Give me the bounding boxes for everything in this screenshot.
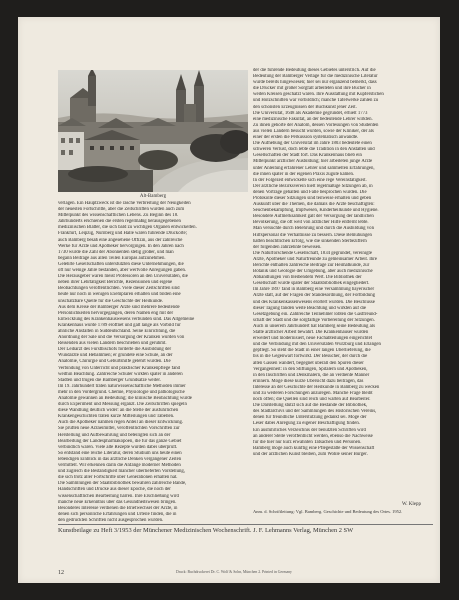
text-line: begann Beiträge aus allen Teilen Europas aufzunehmen. (58, 255, 166, 261)
text-line: Die Darstellung stützt sich auf die Bestände der Bibliothek, (253, 403, 368, 409)
text-line: In der Folgezeit entwickelte sich eine rege Vereinstätigkeit. (253, 177, 367, 183)
text-line: Auskunft über die Themen, die damals die Ärzte beschäftigten: (253, 202, 375, 208)
text-line: vermittelt. Wir erkennen darin die Anfänge moderner Methoden (58, 463, 181, 469)
text-line: Vergangenheit: in den Stiftungen, Spitälern und Apotheken, (253, 366, 368, 372)
text-line: und die Verbindung mit den Universitäten Würzburg und Erlangen (253, 342, 381, 348)
text-line: Die Universität, 1648 als Akademie gegründet, erhielt 1773 (253, 110, 368, 116)
document-page (18, 17, 440, 583)
text-line: und Holzschnitten war vorbildlich; manche Tafelwerke zählen zu (253, 98, 379, 104)
text-line: Botanik und Geologie der Umgebung, aber auch medizinische (253, 269, 373, 275)
city-photo (58, 70, 248, 192)
text-line: verlagen. Ein Hauptzweck ist die rasche Verbreitung der Neuigkeiten (58, 201, 191, 206)
text-line: Die Aufhebung der Universität im Jahre 1803 bedeutete einen (253, 141, 372, 147)
text-line: Reisenden aus vielen Ländern beschrieben und gerühmt. (58, 341, 167, 347)
text-line: schweren Verlust, doch lebte die Tradition in den Anstalten und (253, 147, 375, 153)
text-line: lebendigen Einblick in das ärztliche Denken vergangener Zeiten (58, 456, 182, 462)
text-line: Hilfspersonal die Verhältnisse zu bessern. Diese Bemühungen (253, 232, 372, 238)
text-line: Leser dabei Anregung zu eigener Beschäftigung finden. (253, 421, 360, 427)
text-line: 1730 wurde die Zahl der Abonnenten stetig größer, und man (58, 249, 174, 255)
text-line: schaft der Stadt und die sorgfältige Vorbereitung der Sitzungen. (253, 317, 375, 323)
text-line: Gesellschaften der Stadt fort. Das Krankenhaus blieb ein (253, 153, 362, 159)
text-line: Werke für Ärzte und Apotheker hervorgingen. In den Jahren nach (58, 243, 184, 249)
author-signature: W. Klepp (402, 502, 421, 507)
text-line: der folgenden Jahrzehnte beweisen. (253, 244, 322, 250)
page-number: 12 (58, 570, 64, 576)
text-line: erweitert und modernisiert, neue Fachabteilungen eingerichtet (253, 336, 373, 342)
text-line: Abhandlungen von bleibendem Wert. Die Bibliothek der (253, 275, 362, 281)
text-line: Bamberg möge auch künftig eine Pflegestätte der Wissenschaft (253, 445, 375, 451)
text-line: Gesetzgebung ein. Zahlreiche Teilnehmer lobten die Gastfreund- (253, 311, 378, 317)
text-line: wurde bereits hingewiesen; hier sei nur ergänzend bemerkt, dass (253, 80, 377, 86)
text-line: erinnern. Möge diese kurze Übersicht dazu beitragen, das (253, 378, 364, 384)
text-line: hatten beachtlichen Erfolg, wie die sinkenden Sterbeziffern (253, 238, 367, 244)
text-line: die ihnen später in der eigenen Praxis zugute kamen. (253, 171, 355, 177)
text-line: neben ihrer Lehrtätigkeit Berichte, Rezensionen und eigene (58, 280, 173, 286)
text-line: Beobachtungen veröffentlichten. Viele dieser Zeitschriften sind (58, 286, 180, 292)
text-line: die sich trotz aller Fortschritte über Generationen erhalten hat. (58, 475, 178, 481)
text-line: Jahrhunderts erschienen die ersten regelmäßig herausgegebenen (58, 219, 181, 225)
text-line: Die Herausgeber waren meist Professoren an den Universitäten, die (58, 274, 188, 280)
text-line: Ein ausführliches Verzeichnis der benutzten Schriften wird (253, 427, 366, 433)
text-line: Sie prüften neue Arzneimittel, veröffentlichten Vorschriften zur (58, 426, 180, 432)
text-line: heute nur noch in wenigen Exemplaren erhalten und bilden eine (58, 292, 181, 298)
text-line: aus vielen Ländern besucht wurden, sowie der Kliniker, der als (253, 128, 374, 134)
text-line: Mittelpunkt ärztlicher Ausbildung; hier arbeiteten junge Ärzte (253, 159, 373, 165)
text-line: der neuesten Fortschritte, aber die Zeitschriften wurden auch zum (58, 207, 185, 213)
text-line: auch Bamberg besaß eine angesehene Offizin, aus der zahlreiche (58, 237, 183, 243)
text-line: Interesse an der Geschichte der Heilkunde in Bamberg zu wecken (253, 384, 380, 390)
text-line: Auch die Apotheker nahmen regen Anteil an dieser Entwicklung. (58, 420, 184, 426)
text-line: Berichte enthalten zahlreiche Beiträge zur Heimatkunde, zur (253, 263, 370, 268)
text-line: Seuchenbekämpfung, Impfwesen, Kinderheilkunde und Hygiene. (253, 208, 379, 214)
text-line: diese Wandlung deutlich wider: an die Stelle der ausführlichen (58, 408, 179, 414)
text-line: verbindlich waren. Viele alte Rezepte wurden dabei überprüft. (58, 444, 178, 450)
text-line: denen Vorträge gehalten und Fälle besprochen wurden. Die (253, 189, 367, 195)
text-line: Handschriften und Drucke aus dieser Epoche, die noch der (58, 487, 171, 493)
text-line: Mittelpunkt des wissenschaftlichen Lebens. Zu Beginn des 18. (58, 213, 179, 219)
text-line: Der Leibarzt des Fürstbischofs förderte die Ausbildung der (58, 347, 172, 353)
text-line: medizinischen Blätter, die sich bald zu wichtigen Organen entwickelten. (58, 225, 197, 231)
text-line: bis in die Gegenwart fortwirkt. Der Besucher, der durch die (253, 354, 368, 360)
text-line: Anordnung der Säle und die Versorgung der Kranken wurden von (58, 335, 185, 341)
text-line: weiten Kreisen geschätzt waren. Ihre Ausstattung mit Kupferstichen (253, 92, 384, 98)
text-line: Verbindung von Unterricht und praktischer Krankenpflege fand (58, 365, 181, 371)
text-line: Bevölkerung, die oft weit von ärztlicher Hilfe entfernt lebte. (253, 220, 369, 226)
text-line: noch offen; die Quellen sind reich und warten auf Bearbeiter. (253, 397, 371, 403)
divider (58, 524, 433, 525)
text-column-right (253, 68, 445, 514)
text-line: Krankengeschichten traten kurze Mitteilungen und Tabellen. (58, 414, 175, 420)
text-line: Krankenhaus wurde 1789 eröffnet und galt lange als Vorbild für (58, 322, 181, 328)
text-column-left (58, 201, 248, 534)
text-line: Gelehrte Gesellschaften unterstützten diese Unternehmungen, die (58, 261, 184, 267)
text-line: Frankfurt, Leipzig, Nürnberg und Halle waren führende Druckorte; (58, 231, 187, 237)
text-line: eine medizinische Fakultät, an der bedeutende Lehrer wirkten. (253, 116, 373, 122)
text-line: und zu weiteren Forschungen anzuregen. Manche Frage bleibt (253, 390, 373, 396)
text-line: die Drucker mit großer Sorgfalt arbeiteten und ihre Bücher in (253, 86, 371, 92)
text-line: Stätte ärztlicher Arbeit bewahrt. Die Krankenhäuser wurden (253, 330, 369, 336)
text-line: gepflegt. So steht die Stadt in einer langen Überlieferung, die (253, 348, 371, 354)
text-line: Die Sammlungen der Staatsbibliothek bewahren zahlreiche Bände, (58, 481, 187, 487)
footnote: Anm. d. Schriftleitung: Vgl. Bamberg. Geschichte und Bedeutung des Ortes. 1952. (253, 509, 403, 514)
text-line: den gedruckten Schriften nicht ausgesprochen wurden. (58, 517, 164, 523)
text-line: Bedeutung der Bamberger Verlage für die medizinische Literatur (253, 74, 378, 80)
text-line: Wundärzte und Hebammen; er gründete eine Schule, an der (58, 353, 173, 359)
text-line: Ärzte, Apotheker und Naturfreunde zu gemeinsamer Arbeit. Ihre (253, 256, 378, 262)
text-line: ähnliche Anstalten in Süddeutschland. Seine Einrichtung, die (58, 328, 176, 334)
text-line: Man versuchte durch Belehrung und durch die Ausbildung von (253, 226, 374, 232)
text-line: weithin Beachtung. Zahlreiche Schüler wirkten später in anderen (58, 371, 183, 377)
text-line: durch Experiment und Messung ergänzt. Die Zeitschriften spiegeln (58, 402, 187, 408)
text-line: und des Krankenkassenwesens erörtert wurden. Die Beschlüsse (253, 299, 375, 305)
publication-line: Kunstbeilage zu Heft 3/1953 der Münchener Medizinischen Wochenschrift. J. F. Lehmanns Verlag, München 2 SW (58, 527, 354, 534)
text-line: Ärzte statt, auf der Fragen der Standesordnung, der Fortbildung (253, 293, 376, 299)
text-line: Zu ihnen gehörte der Anatom, dessen Vorlesungen von Studenten (253, 122, 379, 128)
bamberg-view-image (58, 70, 248, 192)
text-line: unter Anleitung erfahrener Lehrer und sammelten Erfahrungen, (253, 165, 375, 171)
photo-caption: Alt-Bamberg (139, 194, 167, 199)
printer-line: Druck: Buchdruckerei Dr. C. Wolf & Sohn, München 2. Printed in Germany (176, 570, 292, 574)
text-line: an anderer Stelle veröffentlicht werden, ebenso die Nachweise (253, 433, 373, 439)
text-line: dieser Tagung fanden weite Beachtung und wirkten auf die (253, 305, 367, 311)
text-line: Besonderes Interesse verdienen die Briefwechsel der Ärzte, in (58, 505, 178, 511)
text-line: alten Gassen wandert, begegnet überall den Spuren dieser (253, 360, 364, 366)
text-line: Im 19. Jahrhundert traten naturwissenschaftliche Methoden immer (58, 383, 186, 389)
text-line: Persönlichkeiten hervorgegangen, deren Namen eng mit der (58, 310, 174, 316)
text-line: Anatomie gewannen an Bedeutung; die klinische Beobachtung wurde (58, 396, 192, 401)
text-line: mehr in den Vordergrund. Chemie, Physiologie und pathologische (58, 389, 185, 395)
text-line: Bearbeitung der Landespharmakopöen, die für das ganze Gebiet (58, 438, 182, 444)
text-line: wissenschaftlichen Bearbeitung harren. Ihre Erschließung wird (58, 493, 179, 499)
text-line: für die hier nur kurz erwähnten Tatsachen und Personen. (253, 439, 362, 445)
text-line: unschätzbare Quelle für die Geschichte der Heilkunde. (58, 298, 164, 304)
text-line: denen sich persönliche Erfahrungen und Urteile finden, die in (58, 511, 177, 517)
text-line: Besondere Aufmerksamkeit galt der Versorgung der ländlichen (253, 214, 374, 220)
text-line: Auch in unserem Jahrhundert hat Bamberg seine Bedeutung als (253, 323, 375, 329)
text-line: Anatomie, Chirurgie und Geburtshilfe gelehrt wurden. Die (58, 359, 171, 365)
text-line: und der ärztlichen Kunst bleiben, zum Wohle seiner Bürger. (253, 451, 368, 457)
text-line: Gesellschaft wurde später der Staatsbibliothek eingegliedert. (253, 281, 370, 287)
text-line: denen für freundliche Unterstützung gedankt sei. Möge der (253, 415, 367, 421)
text-line: Aus dem Kreise der Bamberger Ärzte sind mehrere bedeutende (58, 304, 180, 310)
text-line: der die führende Bedeutung dieses Gebietes unterstrich. Auf die (253, 68, 376, 73)
text-line: oft nur wenige Jahre bestanden, aber wertvolle Anregungen gaben. (58, 268, 187, 274)
text-line: den schönsten Erzeugnissen der Buchkunst jener Zeit. (253, 104, 357, 110)
text-line: Protokolle dieser Sitzungen sind teilweise erhalten und geben (253, 195, 372, 201)
text-line: Der ärztliche Bezirksverein hielt regelmäßige Sitzungen ab, in (253, 183, 373, 189)
text-line: und zugleich die Beständigkeit mancher überlieferten Vorstellung, (58, 469, 186, 475)
text-line: Die Naturforschende Gesellschaft, 1834 gegründet, vereinigte (253, 250, 372, 256)
text-line: in den Inschriften und Denkmälern, die an verdiente Männer (253, 372, 370, 378)
text-line: Herstellung und Aufbewahrung und beteiligten sich an der (58, 432, 171, 438)
text-line: manche neue Erkenntnis über das Gesundheitswesen bringen. (58, 499, 177, 505)
text-line: des Stadtarchivs und der Sammlungen des Historischen Vereins, (253, 409, 377, 415)
text-line: So entstand eine reiche Literatur, deren Studium uns heute einen (58, 450, 182, 456)
text-line: Entwicklung des Krankenhauswesens verbunden sind. Das Allgemeine (58, 316, 195, 322)
text-line: einer der ersten die Perkussion systematisch anwandte. (253, 135, 359, 141)
text-line: Städten und trugen die Bamberger Grundsätze weiter. (58, 377, 161, 383)
text-line: Im Jahre 1897 fand in Bamberg eine Versammlung bayerischer (253, 287, 375, 293)
